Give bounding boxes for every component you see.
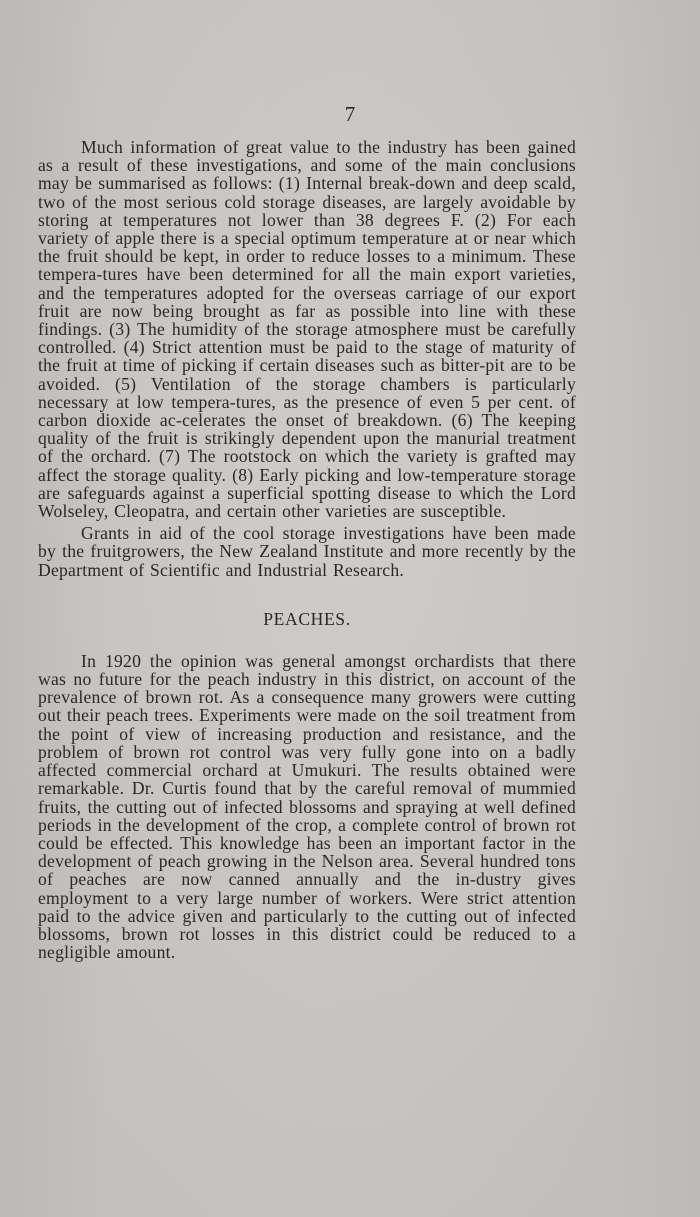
page-number: 7 xyxy=(344,102,356,126)
paragraph-grants: Grants in aid of the cool storage investigations have been made by the fruitgrowers, the New Zealand Institute and more recently by the Department of Scientific and Industrial Research. xyxy=(38,523,576,580)
paragraph-storage-findings: Much information of great value to the industry has been gained as a result of these investigations, and some of the main conclusions may be summarised as follows: (1) Internal break-down and deep scald, two of the most serious cold storage diseases, are largely avoidable by storing at temperatures not lower than 38 degrees F. (2) For each variety of apple there is a special optimum temperature at or near which the fruit should be kept, in order to reduce losses to a minimum. These tempera-tures have been determined for all the main export varieties, and the temperatures adopted for the overseas carriage of our export fruit are now being brought as far as possible into line with these findings. (3) The humidity of the storage atmosphere must be carefully controlled. (4) Strict attention must be paid to the stage of maturity of the fruit at time of picking if certain diseases such as bitter-pit are to be avoided. (5) Ventilation of the storage chambers is particularly necessary at low tempera-tures, as the presence of even 5 per cent. of carbon dioxide ac-celerates the onset of breakdown. (6) The keeping quality of the fruit is strikingly dependent upon the manurial treatment of the orchard. (7) The rootstock on which the variety is grafted may affect the storage quality. (8) Early picking and low-temperature storage are safeguards against a superficial spotting disease to which the Lord Wolseley, Cleopatra, and certain other varieties are susceptible. xyxy=(38,137,576,522)
section-heading-peaches: PEACHES. xyxy=(263,608,351,629)
body-text xyxy=(38,138,576,961)
paragraph-peaches: In 1920 the opinion was general amongst orchardists that there was no future for the peach industry in this district, on account of the prevalence of brown rot. As a consequence many growers were cutting out their peach trees. Experiments were made on the soil treatment from the point of view of increasing production and resistance, and the problem of brown rot control was very fully gone into on a badly affected commercial orchard at Umukuri. The results obtained were remarkable. Dr. Curtis found that by the careful removal of mummied fruits, the cutting out of infected blossoms and spraying at well defined periods in the development of the crop, a complete control of brown rot could be effected. This knowledge has been an important factor in the development of peach growing in the Nelson area. Several hundred tons of peaches are now canned annually and the in-dustry gives employment to a very large number of workers. Were strict attention paid to the advice given and particularly to the cutting out of infected blossoms, brown rot losses in this district could be reduced to a negligible amount. xyxy=(38,650,576,963)
